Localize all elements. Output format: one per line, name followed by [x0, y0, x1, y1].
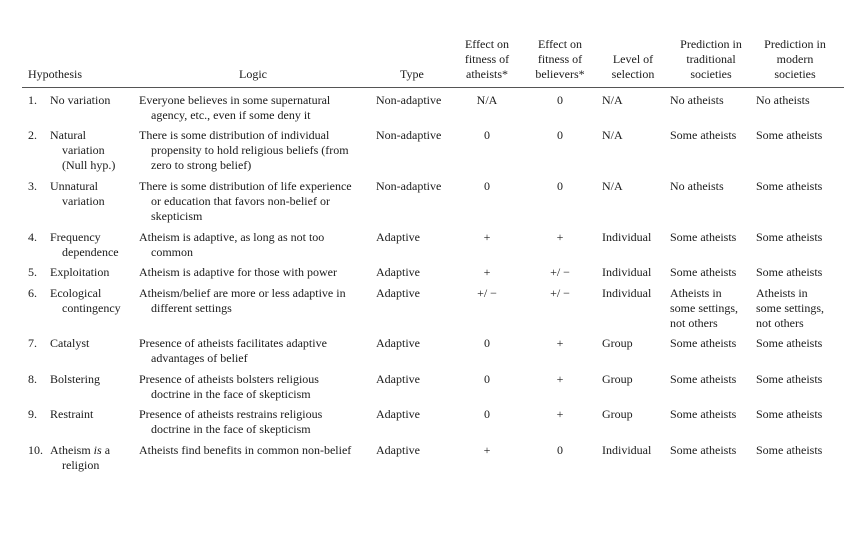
table-header [22, 38, 844, 84]
row-number: 9. [28, 407, 37, 421]
header-logic: Logic [239, 67, 267, 81]
effect-believers-cell: + [556, 372, 564, 386]
type-cell: Adaptive [376, 336, 420, 350]
logic-cell: Presence of atheists restrains religious doctrine in the face of skepticism [139, 407, 323, 436]
type-cell: Adaptive [376, 230, 420, 244]
row-number: 3. [28, 179, 37, 193]
header-effect-atheists: Effect on fitness of atheists* [464, 37, 510, 81]
type-cell: Adaptive [376, 286, 420, 300]
prediction-traditional-cell: Some atheists [670, 230, 737, 244]
prediction-traditional-cell: No atheists [670, 179, 724, 193]
prediction-modern-cell: Some atheists [756, 372, 823, 386]
effect-atheists-cell: 0 [484, 179, 490, 193]
prediction-traditional-cell: Some atheists [670, 443, 737, 457]
logic-cell: Atheism is adaptive for those with power [139, 265, 337, 279]
row-number: 8. [28, 372, 37, 386]
prediction-modern-cell: No atheists [756, 93, 810, 107]
level-cell: Individual [602, 443, 652, 457]
prediction-traditional-cell: Some atheists [670, 128, 737, 142]
effect-believers-cell: + [556, 230, 564, 244]
effect-believers-cell: + [556, 336, 564, 350]
hypothesis-cell: Catalyst [50, 336, 90, 350]
effect-atheists-cell: N/A [476, 93, 498, 107]
hypothesis-cell: Atheism is a religion [50, 443, 111, 472]
logic-cell: Presence of atheists bolsters religious doctrine in the face of skepticism [139, 372, 319, 401]
effect-atheists-cell: 0 [484, 372, 490, 386]
effect-atheists-cell: +/ − [477, 286, 497, 300]
logic-cell: Everyone believes in some supernatural agency, etc., even if some deny it [139, 93, 331, 122]
level-cell: Group [602, 372, 633, 386]
prediction-traditional-cell: Some atheists [670, 407, 737, 421]
effect-believers-cell: +/ − [550, 286, 570, 300]
prediction-modern-cell: Some atheists [756, 407, 823, 421]
effect-atheists-cell: + [483, 265, 491, 279]
hypothesis-cell: Ecological contingency [50, 286, 121, 315]
row-number: 2. [28, 128, 37, 142]
logic-cell: Presence of atheists facilitates adaptive advantages of belief [139, 336, 327, 365]
effect-believers-cell: 0 [557, 179, 563, 193]
prediction-traditional-cell: Atheists in some settings, not others [670, 286, 738, 330]
prediction-traditional-cell: Some atheists [670, 265, 737, 279]
header-hypothesis: Hypothesis [28, 67, 82, 81]
prediction-modern-cell: Atheists in some settings, not others [756, 286, 824, 330]
type-cell: Adaptive [376, 265, 420, 279]
hypothesis-cell: Natural variation (Null hyp.) [50, 128, 116, 172]
header-level: Level of selection [611, 52, 655, 81]
level-cell: N/A [602, 93, 623, 107]
hypothesis-cell: Bolstering [50, 372, 100, 386]
hypothesis-cell: Frequency dependence [50, 230, 119, 259]
level-cell: Group [602, 336, 633, 350]
prediction-traditional-cell: Some atheists [670, 336, 737, 350]
header-type: Type [400, 67, 424, 81]
row-number: 7. [28, 336, 37, 350]
row-number: 10. [28, 443, 43, 457]
effect-atheists-cell: + [483, 230, 491, 244]
row-number: 5. [28, 265, 37, 279]
level-cell: Individual [602, 286, 652, 300]
level-cell: Group [602, 407, 633, 421]
hypothesis-cell: Unnatural variation [50, 179, 105, 208]
effect-atheists-cell: 0 [484, 336, 490, 350]
header-prediction-modern: Prediction in modern societies [764, 37, 826, 81]
effect-atheists-cell: 0 [484, 128, 490, 142]
level-cell: N/A [602, 179, 623, 193]
effect-atheists-cell: 0 [484, 407, 490, 421]
prediction-modern-cell: Some atheists [756, 265, 823, 279]
logic-cell: Atheism/belief are more or less adaptive in different settings [139, 286, 346, 315]
prediction-modern-cell: Some atheists [756, 179, 823, 193]
type-cell: Adaptive [376, 443, 420, 457]
effect-believers-cell: +/ − [550, 265, 570, 279]
prediction-traditional-cell: No atheists [670, 93, 724, 107]
hypothesis-cell: Restraint [50, 407, 94, 421]
hypothesis-cell: Exploitation [50, 265, 110, 279]
effect-atheists-cell: + [483, 443, 491, 457]
effect-believers-cell: 0 [557, 443, 563, 457]
row-number: 1. [28, 93, 37, 107]
logic-cell: Atheists find benefits in common non-belief [139, 443, 352, 457]
row-number: 6. [28, 286, 37, 300]
level-cell: Individual [602, 265, 652, 279]
logic-cell: There is some distribution of individual propensity to hold religious beliefs (from zero to strong belief) [139, 128, 349, 172]
logic-cell: There is some distribution of life experience or education that favors non-belief or skepticism [139, 179, 352, 223]
header-effect-believers: Effect on fitness of believers* [535, 37, 585, 81]
logic-cell: Atheism is adaptive, as long as not too common [139, 230, 325, 259]
effect-believers-cell: 0 [557, 93, 563, 107]
effect-believers-cell: + [556, 407, 564, 421]
level-cell: Individual [602, 230, 652, 244]
header-prediction-traditional: Prediction in traditional societies [680, 37, 742, 81]
prediction-modern-cell: Some atheists [756, 443, 823, 457]
prediction-modern-cell: Some atheists [756, 336, 823, 350]
prediction-modern-cell: Some atheists [756, 230, 823, 244]
level-cell: N/A [602, 128, 623, 142]
type-cell: Non-adaptive [376, 179, 442, 193]
type-cell: Adaptive [376, 407, 420, 421]
effect-believers-cell: 0 [557, 128, 563, 142]
hypothesis-cell: No variation [50, 93, 111, 107]
prediction-traditional-cell: Some atheists [670, 372, 737, 386]
type-cell: Non-adaptive [376, 128, 442, 142]
prediction-modern-cell: Some atheists [756, 128, 823, 142]
type-cell: Adaptive [376, 372, 420, 386]
header-rule [22, 87, 844, 88]
type-cell: Non-adaptive [376, 93, 442, 107]
row-number: 4. [28, 230, 37, 244]
